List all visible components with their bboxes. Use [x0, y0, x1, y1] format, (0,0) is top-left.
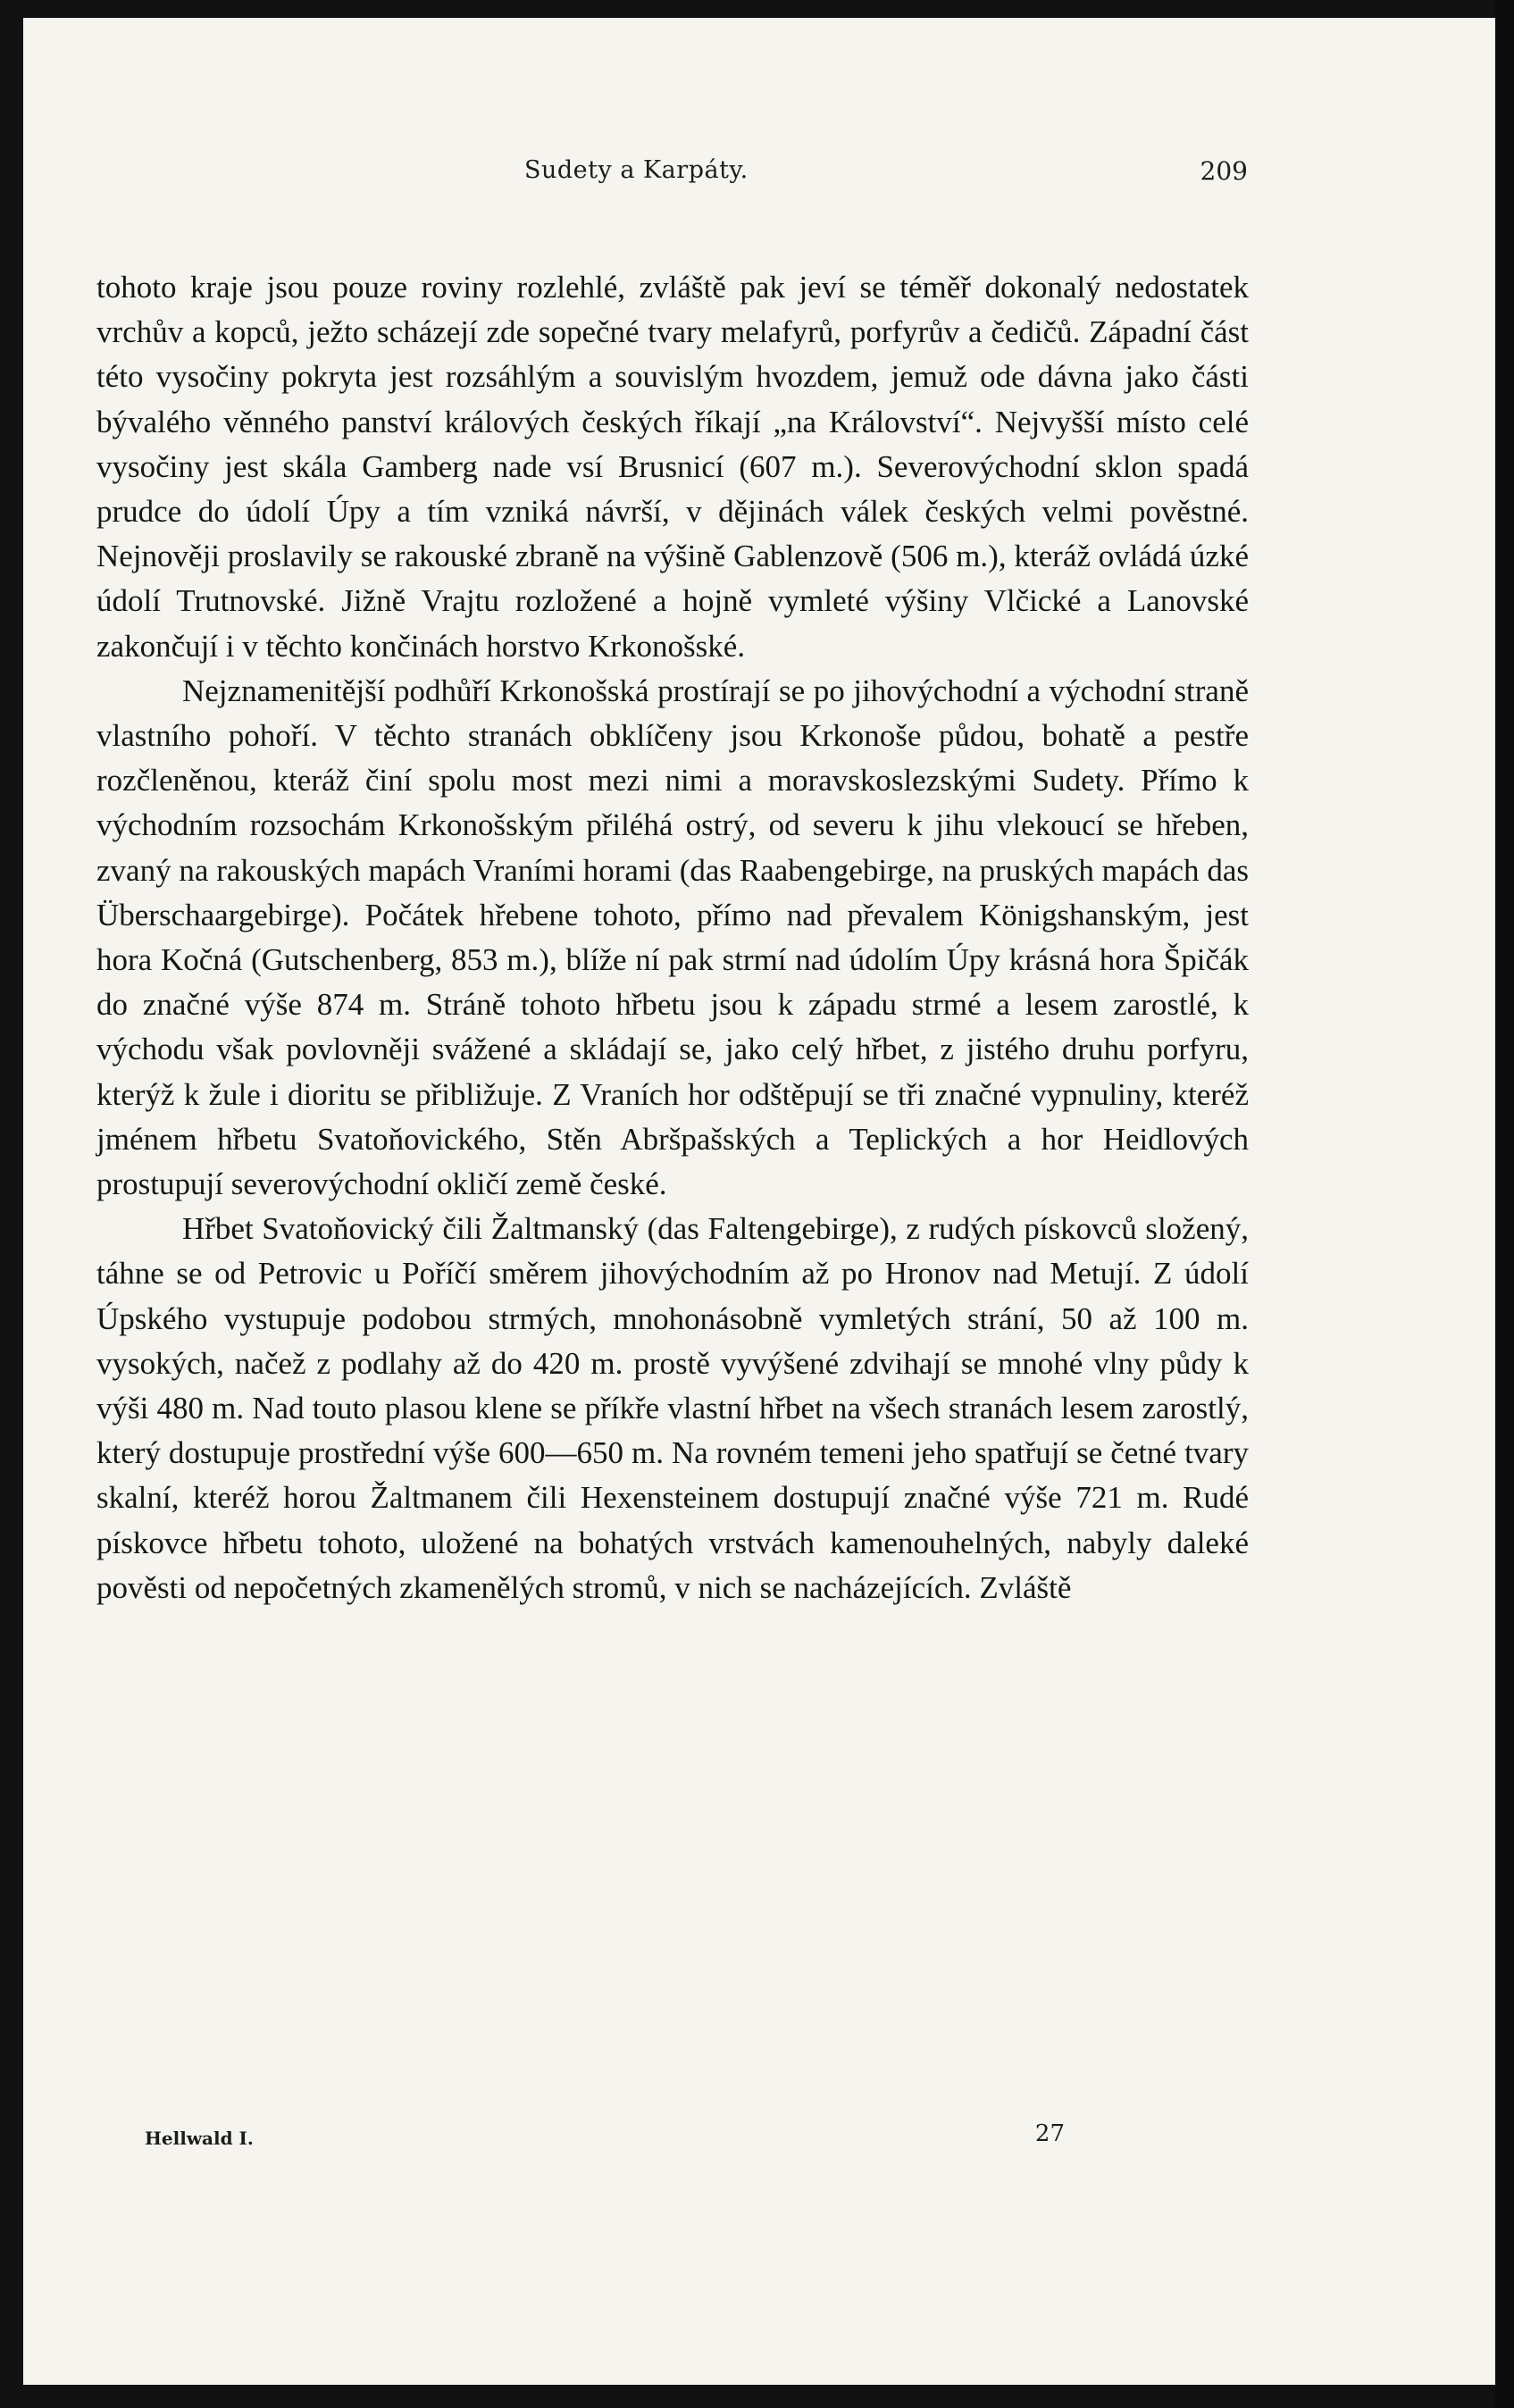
scan-border: [1495, 0, 1514, 2408]
body-text: [96, 265, 1249, 1610]
printer-signature: Hellwald I.: [145, 2128, 254, 2149]
sheet-number: 27: [1034, 2120, 1065, 2147]
paragraph-1: tohoto kraje jsou pouze roviny rozlehlé, zvláště pak jeví se téměř dokonalý nedostatek vrchův a kopců, ježto scházejí zde sopečné tvary melafyrů, porfyrův a čedičů. Západní část této vysočiny pokryta jest rozsáhlým a souvislým hvozdem, jemuž ode dávna jako části bývalého věnného panství králových českých říkají „na Království“. Nejvyšší místo celé vysočiny jest skála Gamberg nade vsí Brusnicí (607 m.). Severovýchodní sklon spadá prudce do údolí Úpy a tím vzniká návrší, v dějinách válek českých velmi pověstné. Nejnověji proslavily se rakouské zbraně na výšině Gablenzově (506 m.), kteráž ovládá úzké údolí Trutnovské. Jižně Vrajtu rozložené a hojně vymleté výšiny Vlčické a Lanovské zakončují i v těchto končinách horstvo Krkonošské.: [96, 270, 1249, 664]
page-number: 209: [1200, 156, 1248, 186]
page-footer: [145, 2120, 1065, 2156]
page-header: [524, 156, 1248, 201]
paragraph-3: Hřbet Svatoňovický čili Žaltmanský (das Faltengebirge), z rudých pískovců složený, táhne se od Petrovic u Poříčí směrem jihovýchodním až po Hronov nad Metují. Z údolí Úpského vystupuje podobou strmých, mnohonásobně vymletých strání, 50 až 100 m. vysokých, načež z podlahy až do 420 m. prostě vyvýšené zdvihají se mnohé vlny půdy k výši 480 m. Nad touto plasou klene se příkře vlastní hřbet na všech stranách lesem zarostlý, který dostupuje prostřední výše 600—650 m. Na rovném temeni jeho spatřují se četné tvary skalní, kteréž horou Žaltmanem čili Hexensteinem dostupují značné výše 721 m. Rudé pískovce hřbetu tohoto, uložené na bohatých vrstvách kamenouhelných, nabyly daleké pověsti od nepočetných zkamenělých stromů, v nich se nacházejících. Zvláště: [96, 1211, 1249, 1605]
paragraph-2: Nejznamenitější podhůří Krkonošská prostírají se po jihovýchodní a východní straně vlastního pohoří. V těchto stranách obklíčeny jsou Krkonoše půdou, bohatě a pestře rozčleněnou, kteráž činí spolu most mezi nimi a moravskoslezskými Sudety. Přímo k východním rozsochám Krkonošským přiléhá ostrý, od severu k jihu vlekoucí se hřeben, zvaný na rakouských mapách Vraními horami (das Raabengebirge, na pruských mapách das Überschaargebirge). Počátek hřebene tohoto, přímo nad převalem Königshanským, jest hora Kočná (Gutschenberg, 853 m.), blíže ní pak strmí nad údolím Úpy krásná hora Špičák do značné výše 874 m. Stráně tohoto hřbetu jsou k západu strmé a lesem zarostlé, k východu však povlovněji svážené a skládají se, jako celý hřbet, z jistého druhu porfyru, kterýž k žule i dioritu se přibližuje. Z Vraních hor odštěpují se tři značné vypnuliny, kteréž jménem hřbetu Svatoňovického, Stěn Abršpašských a Teplických a hor Heidlových prostupují severovýchodní okličí země české.: [96, 673, 1249, 1202]
running-title: Sudety a Karpáty.: [524, 156, 749, 184]
